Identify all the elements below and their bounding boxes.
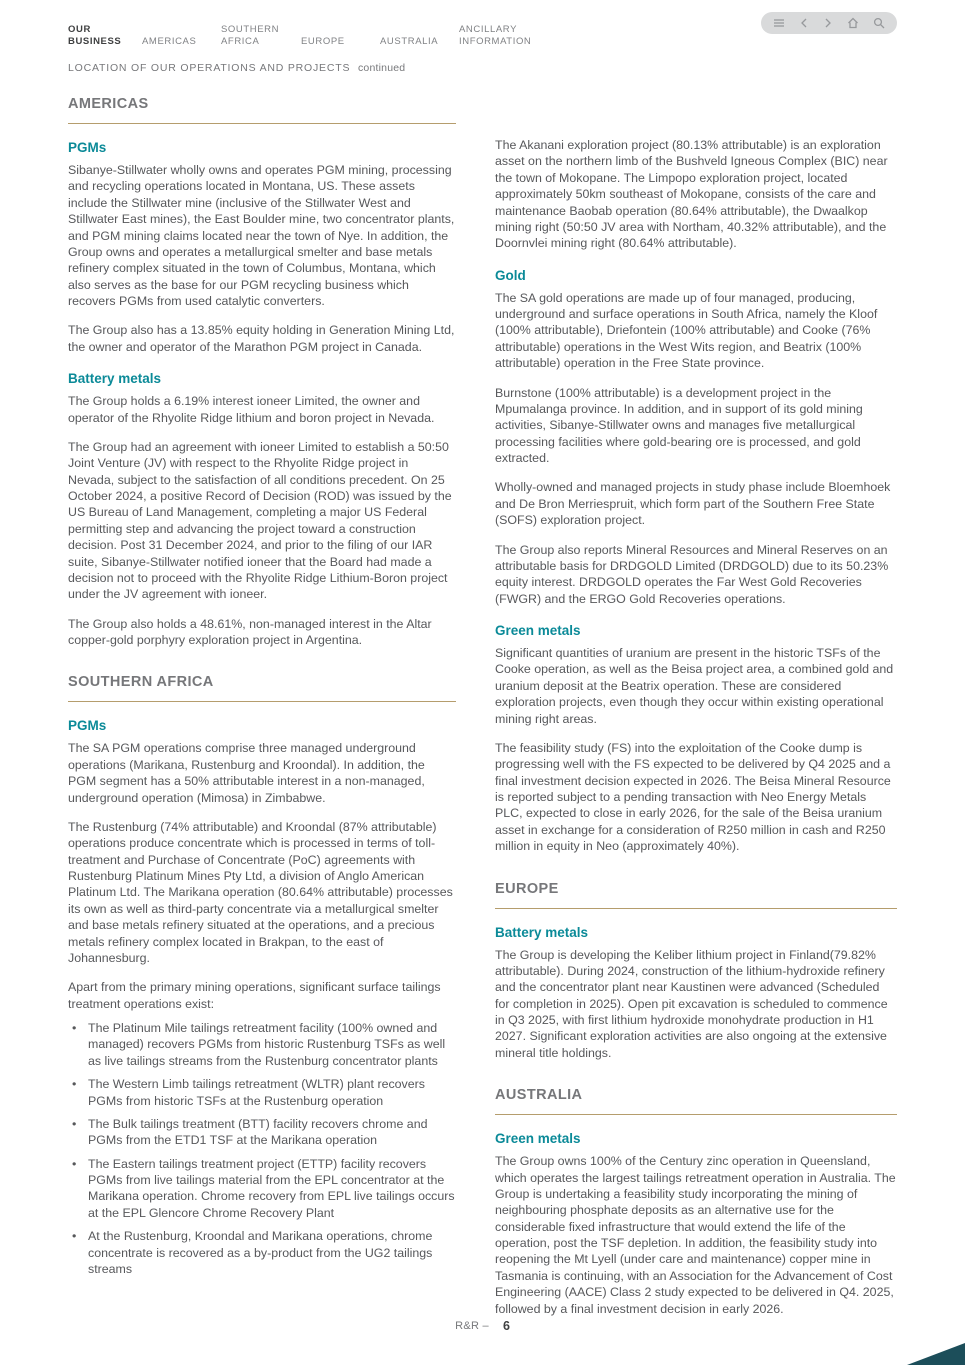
page-footer: [455, 1319, 510, 1333]
paragraph-americas-pgms-2: The Group also has a 13.85% equity holding in Generation Mining Ltd, the owner and operator of the Marathon PGM project in Canada.: [68, 323, 455, 354]
paragraph-sa-pgms-3: Apart from the primary mining operations, significant surface tailings treatment operations exist:: [68, 980, 441, 1011]
nav-tabs: [68, 14, 554, 48]
paragraph-sa-pgms-1: The SA PGM operations comprise three managed underground operations (Marikana, Rustenburg and Kroondal). In addition, the PGM segment has a 50% attributable interest in a non-managed, underground operation (Mimosa) in Zimbabwe.: [68, 741, 425, 805]
chevron-left-icon[interactable]: [799, 17, 809, 29]
tab-americas[interactable]: AMERICAS: [142, 36, 197, 48]
subheading-australia-green-metals: Green metals: [495, 1131, 581, 1147]
paragraph-americas-battery-3: The Group also holds a 48.61%, non-managed interest in the Altar copper-gold porphyry exploration project in Argentina.: [68, 616, 432, 647]
left-column: [68, 96, 456, 1330]
tab-ancillary-information[interactable]: ANCILLARY INFORMATION: [459, 24, 532, 48]
right-column: [495, 96, 897, 1330]
list-item: • The Western Limb tailings retreatment (WLTR) plant recovers PGMs from historic TSFs at the Rustenburg operation: [68, 1076, 456, 1109]
paragraph-sa-green-2: The feasibility study (FS) into the exploitation of the Cooke dump is progressing well with the FS expected to be delivered by Q4 2025 and a final investment decision expected in 2026. The Beisa Mineral Resource is reported subject to a pending transaction with Neo Energy Metals PLC, expected to close in early 2026, for the sale of the Beisa uranium asset in exchange for a consideration of R250 million in cash and R250 million in equity in Neo (approximately 40%).: [495, 740, 891, 854]
list-item: • The Platinum Mile tailings retreatment facility (100% owned and managed) recovers PGMs from historic Rustenburg TSFs as well as live tailings streams from the Rustenburg concentrator plants: [68, 1020, 456, 1069]
paragraph-sa-pgms-2: The Rustenburg (74% attributable) and Kroondal (87% attributable) operations produce concentrate which is processed in terms of toll-treatment and Purchase of Concentrate (PoC) agreements with Rustenburg Platinum Mines Pty Ltd, a division of Anglo American Platinum Ltd. The Marikana operation (80.64% attributable) processes its own as well as third-party concentrate via a metallurgical smelter and base metals refinery situated at the operations, and a precious metals refinery complex located in Brakpan, to the east of Johannesburg.: [68, 819, 453, 965]
tailings-operations-list: [68, 1020, 456, 1277]
paragraph-americas-pgms-1: Sibanye-Stillwater wholly owns and operates PGM mining, processing and recycling operations located in Montana, US. These assets include the Stillwater mine (inclusive of the Stillwater West and Stillwater East mines), the East Boulder mine, two concentrator plants, and PGM mining claims located near the town of Nye. In addition, the Group owns and operates a metallurgical smelter and base metals refinery complex situated in the town of Columbus, Montana, which also serves as the base for our PGM recycling business which recovers PGMs from used catalytic converters.: [68, 163, 455, 308]
footer-report-label: R&R –: [455, 1320, 489, 1332]
subheading-sa-green-metals: Green metals: [495, 623, 581, 638]
toc-icon[interactable]: [773, 17, 785, 29]
tab-europe[interactable]: EUROPE: [301, 36, 345, 48]
paragraph-sa-green-1: Significant quantities of uranium are present in the historic TSFs of the Cooke operation, as well as the Beisa project area, a combined gold and uranium deposit at the Beatrix operation. These are considered exploration projects, even though they occur within existing operational mining right areas.: [495, 646, 894, 726]
content-columns: [68, 96, 897, 1330]
section-heading-europe: EUROPE: [495, 881, 897, 909]
paragraph-sa-akanani: The Akanani exploration project (80.13% attributable) is an exploration asset on the northern limb of the Bushveld Igneous Complex (BIC) near the town of Mokopane. The Limpopo exploration project, located approximately 50km southeast of Mokopane, consists of the care and maintenance Baobab operation (80.64% attributable), the Dwaalkop mining right (50:50 JV area with Northam, 40.32% attributable), and the Doornvlei mining right (80.64% attributable).: [495, 138, 888, 251]
subheading-americas-pgms: PGMs: [68, 140, 107, 155]
paragraph-europe-battery-1: The Group is developing the Keliber lithium project in Finland(79.82% attributable). During 2024, construction of the lithium-hydroxide refinery and the concentrator plant near Kaustinen were advanced (Scheduled for completion in 2025). Open pit excavation is scheduled to commence in Q3 2025, with first lithium hydroxide monohydrate production in H1 2027. Significant exploration activities are also ongoing at the extensive mineral title holdings.: [495, 947, 888, 1060]
paragraph-sa-gold-2: Burnstone (100% attributable) is a development project in the Mpumalanga province. In addition, and in support of its gold mining activities, Sibanye-Stillwater owns and manages five metallurgical processing facilities where gold-bearing ore is processed, and gold extracted.: [495, 385, 863, 465]
icon-toolbar: [761, 12, 897, 34]
list-item: • The Bulk tailings treatment (BTT) facility recovers chrome and PGMs from the ETD1 TSF at the Marikana operation: [68, 1116, 456, 1149]
section-heading-australia: AUSTRALIA: [495, 1087, 897, 1115]
page-subtitle: [68, 62, 897, 74]
section-heading-southern-africa: SOUTHERN AFRICA: [68, 674, 456, 702]
paragraph-australia-green-1: The Group owns 100% of the Century zinc operation in Queensland, which operates the largest tailings retreatment operation in Australia. The Group is undertaking a feasibility study incorporating the mining of neighbouring phosphate deposits as an alternative use for the considerable fixed infrastructure that would extend the life of the operation, post the TSF depletion. In addition, the feasibility study into reopening the Mt Lyell (under care and maintenance) copper mine in Tasmania is continuing, with an Association for the Advancement of Cost Engineering (AACE) Class 2 study expected to be delivered in Q4. 2025, followed by a final investment decision in early 2026.: [495, 1154, 896, 1316]
list-item: • The Eastern tailings treatment project (ETTP) facility recovers PGMs from live tailings material from the EPL concentrator at the Marikana operation. Chrome recovery from EPL live tailings occurs at the EPL Glencore Chrome Recovery Plant: [68, 1156, 456, 1222]
tab-southern-africa[interactable]: SOUTHERN AFRICA: [221, 24, 280, 48]
paragraph-sa-gold-1: The SA gold operations are made up of four managed, producing, underground and surface operations in South Africa, namely the Kloof (100% attributable), Driefontein (100% attributable) and Cooke (76% attributable) operations in the West Wits region, and Beatrix (100% attributable) operation in the Free State province.: [495, 290, 878, 371]
corner-graphic: [907, 1343, 965, 1365]
subheading-europe-battery-metals: Battery metals: [495, 924, 589, 940]
tab-australia[interactable]: AUSTRALIA: [380, 36, 439, 48]
paragraph-americas-battery-2: The Group had an agreement with ioneer Limited to establish a 50:50 Joint Venture (JV) with respect to the Rhyolite Ridge project in Nevada, subject to the satisfaction of all conditions precedent. On 25 October 2024, a positive Record of Decision (ROD) was issued by the US Bureau of Land Management, completing a major US Federal permitting step and advancing the project toward a construction decision. Post 31 December 2024, and prior to the filing of our IAR suite, Sibanye-Stillwater notified ioneer that the Board had made a decision not to proceed with the Rhyolite Ridge Lithium-Boron project under the JV agreement with ioneer.: [68, 439, 452, 602]
page-number: 6: [502, 1319, 510, 1333]
section-heading-americas: AMERICAS: [68, 96, 456, 124]
subheading-americas-battery-metals: Battery metals: [68, 371, 162, 387]
paragraph-sa-gold-4: The Group also reports Mineral Resources and Mineral Reserves on an attributable basis for DRDGOLD Limited (DRDGOLD) due to its 50.23% equity interest. DRDGOLD operates the Far West Gold Recoveries (FWGR) and the ERGO Gold Recoveries operations.: [495, 542, 889, 606]
home-icon[interactable]: [847, 17, 859, 29]
paragraph-sa-gold-3: Wholly-owned and managed projects in study phase include Bloemhoek and De Bron Merriespruit, which form part of the Southern Free State (SOFS) exploration project.: [495, 480, 891, 528]
subheading-sa-pgms: PGMs: [68, 718, 107, 734]
paragraph-americas-battery-1: The Group holds a 6.19% interest ioneer Limited, the owner and operator of the Rhyolite Ridge lithium and boron project in Nevada.: [68, 394, 435, 425]
top-navigation: [68, 14, 897, 48]
subheading-sa-gold: Gold: [495, 267, 526, 283]
tab-our-business[interactable]: OUR BUSINESS: [68, 24, 122, 48]
search-icon[interactable]: [873, 17, 885, 29]
subtitle-text: LOCATION OF OUR OPERATIONS AND PROJECTS: [68, 62, 351, 74]
list-item: • At the Rustenburg, Kroondal and Marikana operations, chrome concentrate is recovered as a by-product from the UG2 tailings streams: [68, 1228, 456, 1277]
chevron-right-icon[interactable]: [823, 17, 833, 29]
subtitle-continued: continued: [357, 62, 406, 74]
